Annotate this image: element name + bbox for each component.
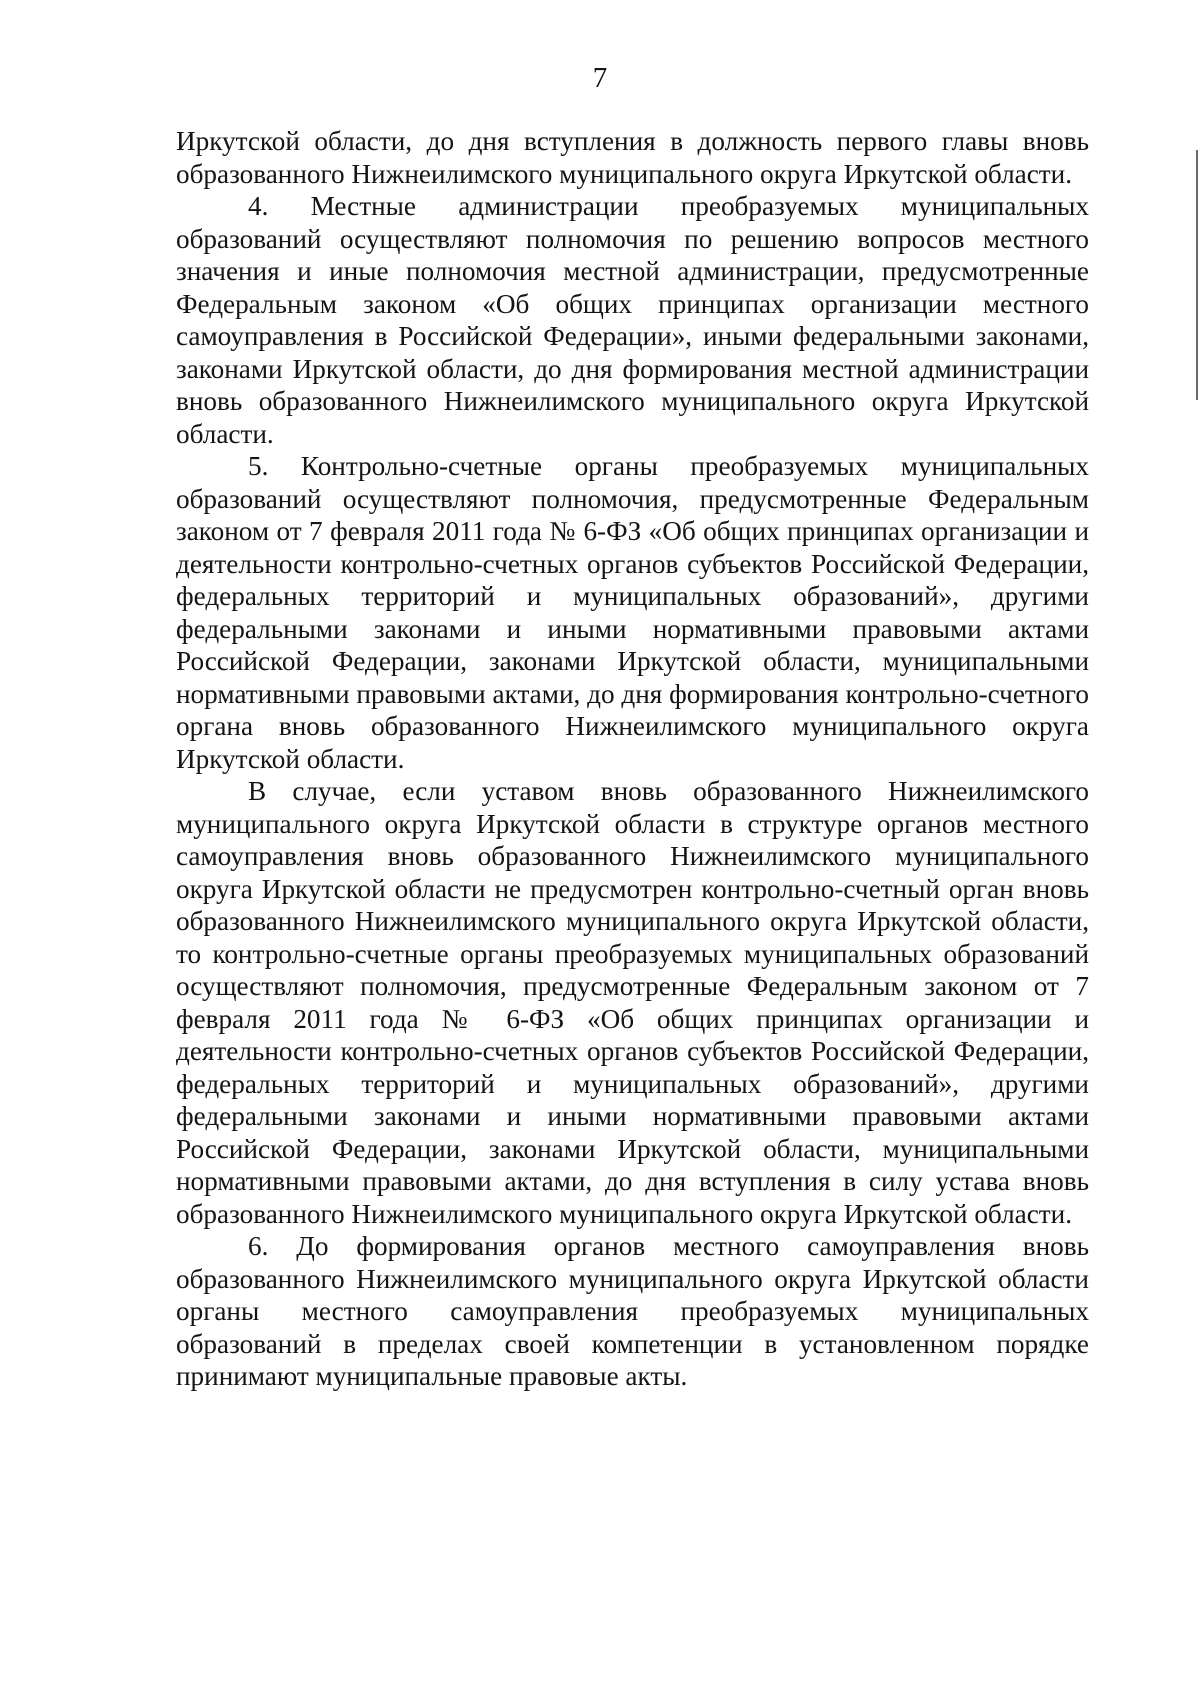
scan-edge-line [1196, 150, 1198, 400]
paragraph-5: 5. Контрольно-счетные органы преобразуемых муниципальных образований осуществляют полномочия, предусмотренные Федеральным законом от 7 февраля 2011 года № 6-ФЗ «Об общих принципах организации и деятельности контрольно-счетных органов субъектов Российской Федерации, федеральных территорий и муниципальных образований», другими федеральными законами и иными нормативными правовыми актами Российской Федерации, законами Иркутской области, муниципальными нормативными правовыми актами, до дня формирования контрольно-счетного органа вновь образованного Нижнеилимского муниципального округа Иркутской области. [176, 451, 1089, 774]
paragraph-5-case: В случае, если уставом вновь образованного Нижнеилимского муниципального округа Иркутской области в структуре органов местного самоуправления вновь образованного Нижнеилимского муниципального округа Иркутской области не предусмотрен контрольно-счетный орган вновь образованного Нижнеилимского муниципального округа Иркутской области, то контрольно-счетные органы преобразуемых муниципальных образований осуществляют полномочия, предусмотренные Федеральным законом от 7 февраля 2011 года № 6-ФЗ «Об общих принципах организации и деятельности контрольно-счетных органов субъектов Российской Федерации, федеральных территорий и муниципальных образований», другими федеральными законами и иными нормативными правовыми актами Российской Федерации, законами Иркутской области, муниципальными нормативными правовыми актами, до дня вступления в силу устава вновь образованного Нижнеилимского муниципального округа Иркутской области. [176, 776, 1089, 1229]
page-number: 7 [592, 62, 608, 94]
paragraph-6: 6. До формирования органов местного самоуправления вновь образованного Нижнеилимского муниципального округа Иркутской области органы местного самоуправления преобразуемых муниципальных образований в пределах своей компетенции в установленном порядке принимают муниципальные правовые акты. [176, 1231, 1089, 1391]
paragraph-4: 4. Местные администрации преобразуемых муниципальных образований осуществляют полномочия по решению вопросов местного значения и иные полномочия местной администрации, предусмотренные Федеральным законом «Об общих принципах организации местного самоуправления в Российской Федерации», иными федеральными законами, законами Иркутской области, до дня формирования местной администрации вновь образованного Нижнеилимского муниципального округа Иркутской области. [176, 191, 1089, 449]
document-body [176, 125, 1089, 1393]
paragraph-continuation: Иркутской области, до дня вступления в должность первого главы вновь образованного Нижнеилимского муниципального округа Иркутской области. [176, 126, 1089, 189]
